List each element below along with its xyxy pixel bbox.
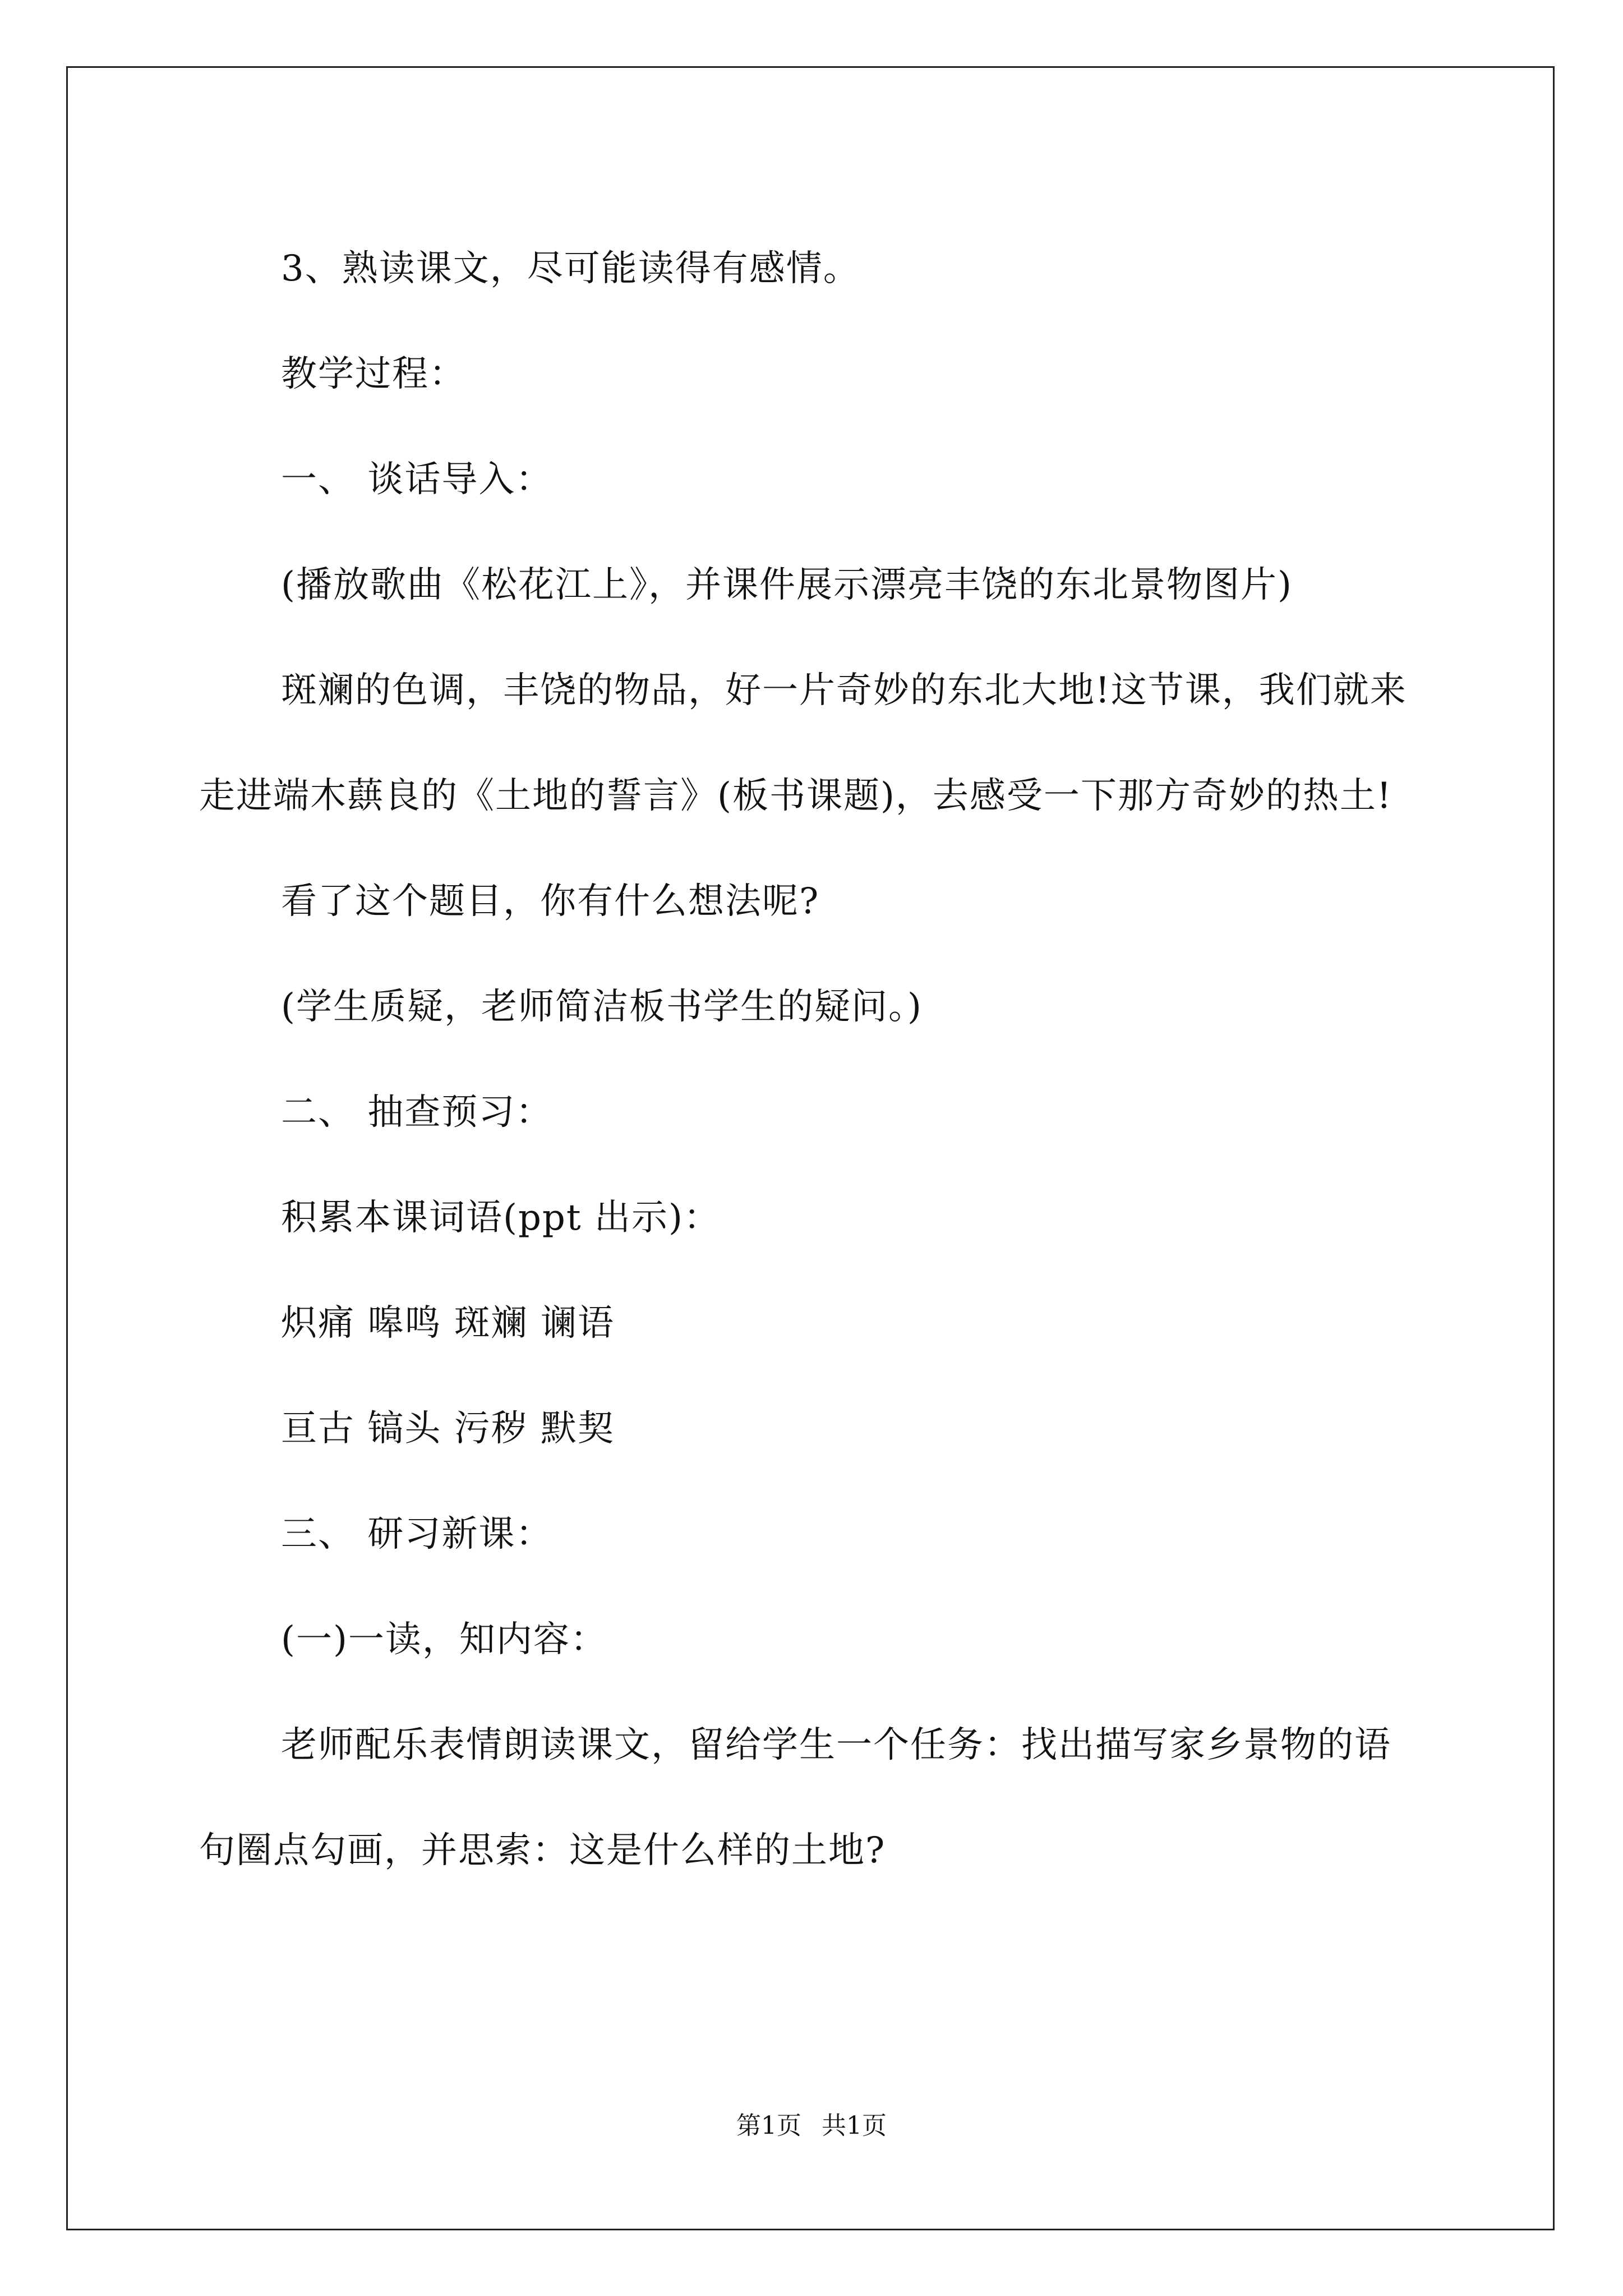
paragraph-music-note: (播放歌曲《松花江上》，并课件展示漂亮丰饶的东北景物图片) bbox=[281, 564, 1293, 606]
heading-section-3: 三、 研习新课： bbox=[281, 1513, 553, 1555]
paragraph-vocab-line-2: 亘古 镐头 污秽 默契 bbox=[281, 1408, 615, 1450]
paragraph-intro: 斑斓的色调，丰饶的物品，好一片奇妙的东北大地!这节课，我们就来走进端木蕻良的《土地的誓言》(板书课题)，去感受一下那方奇妙的热土! bbox=[199, 670, 1407, 817]
paragraph-vocab-intro: 积累本课词语(ppt 出示)： bbox=[281, 1197, 721, 1239]
document-body bbox=[199, 216, 1427, 1903]
page-number-current: 第1页 bbox=[736, 2111, 801, 2140]
heading-section-2: 二、 抽查预习： bbox=[281, 1092, 553, 1133]
paragraph-teaching-process: 教学过程： bbox=[281, 353, 466, 395]
page-number-total: 共1页 bbox=[822, 2111, 887, 2140]
paragraph-goal-3: 3、熟读课文，尽可能读得有感情。 bbox=[281, 248, 860, 289]
paragraph-reading-task: 老师配乐表情朗读课文，留给学生一个任务：找出描写家乡景物的语句圈点勾画，并思索：这是什么样的土地? bbox=[199, 1724, 1391, 1871]
paragraph-question: 看了这个题目，你有什么想法呢? bbox=[281, 881, 820, 922]
page-footer bbox=[0, 2109, 1623, 2143]
heading-subsection-1: (一)一读，知内容： bbox=[281, 1619, 607, 1660]
paragraph-student-doubts: (学生质疑，老师简洁板书学生的疑问。) bbox=[281, 986, 923, 1028]
paragraph-vocab-line-1: 炽痛 嗥鸣 斑斓 谰语 bbox=[281, 1303, 615, 1344]
heading-section-1: 一、 谈话导入： bbox=[281, 459, 553, 500]
